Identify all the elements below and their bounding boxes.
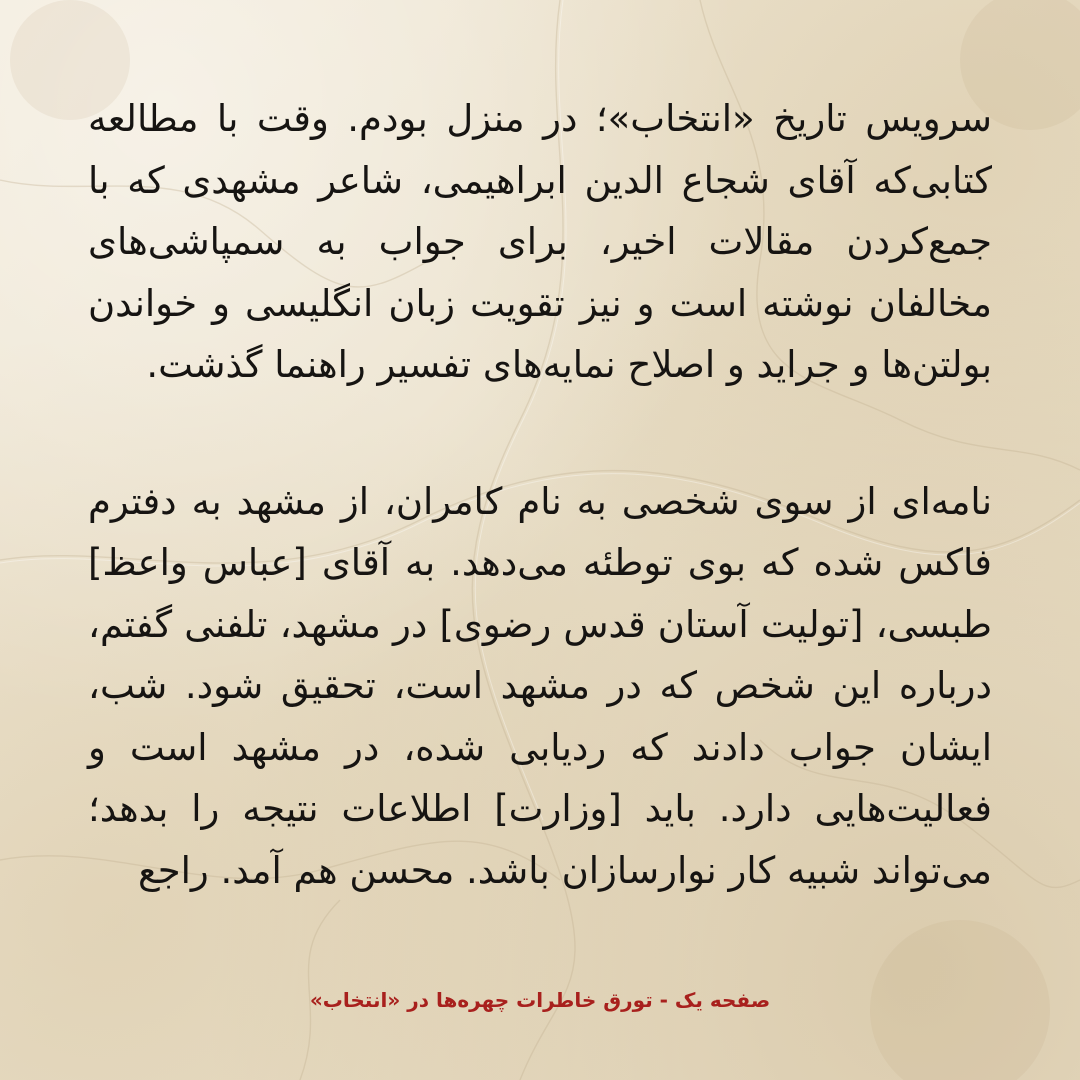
paragraph-2: نامه‌ای از سوی شخصی به نام کامران، از مشهد به دفترم فاکس شده که بوی توطئه می‌دهد. به آقای [عباس واعظ] طبسی، [تولیت آستان قدس رضوی] در مشهد، تلفنی گفتم، درباره این شخص که در مشهد است، تحقیق شود. شب، ایشان جواب دادند که ردیابی شده، در مشهد است و فعالیت‌هایی دارد. باید [وزارت] اطلاعات نتیجه را بدهد؛ می‌تواند شبیه کار نوارسازان باشد. محسن هم آمد. راجع	[88, 479, 992, 892]
paragraph-1: سرویس تاریخ «انتخاب»؛ در منزل بودم. وقت با مطالعه کتابی‌که آقای شجاع الدین ابراهیمی، شاعر مشهدی که با جمع‌کردن مقالات اخیر، برای جواب به سمپاشی‌های مخالفان نوشته است و نیز تقویت زبان انگلیسی و خواندن بولتن‌ها و جراید و اصلاح نمایه‌های تفسیر راهنما گذشت.	[88, 97, 992, 386]
source-caption: صفحه یک - تورق خاطرات چهره‌ها در «انتخاب»	[309, 988, 771, 1012]
paragraph-spacer	[88, 396, 992, 471]
document-body	[88, 88, 992, 901]
